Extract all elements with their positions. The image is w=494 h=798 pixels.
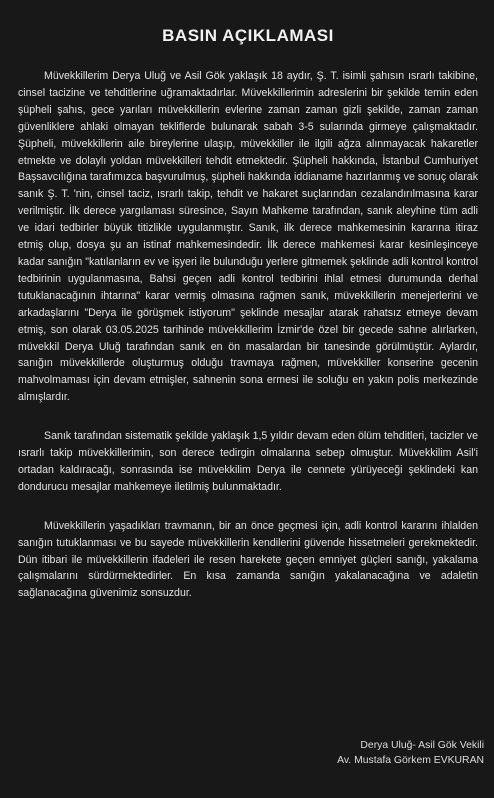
document-title: BASIN AÇIKLAMASI xyxy=(162,26,334,45)
signature-line-1: Derya Uluğ- Asil Gök Vekili xyxy=(360,740,484,751)
paragraph-1: Müvekkillerim Derya Uluğ ve Asil Gök yaklaşık 18 aydır, Ş. T. isimli şahısın ısrarlı takibine, cinsel tacizine ve tehditlerine uğramaktadırlar. Müvekkillerimin adreslerini bir şekilde temin eden şüpheli şahıs, gece yarıları müvekkillerin evlerine zaman zaman gizli şekilde, zaman zaman güvenliklere ahlaki olmayan tekliflerde bulunarak sabah 3-5 sularında girmeye çalışmaktadır. Şüpheli, müvekkillerin aile bireylerine ulaşıp, müvekkiller ile ilgili ağza alınmayacak hakaretler etmekte ve dolaylı yoldan müvekkilleri tehdit etmektedir. Şüpheli hakkında, İstanbul Cumhuriyet Başsavcılığına tarafımızca başvurulmuş, şüpheli hakkında iddianame hazırlanmış ve sonuç olarak sanık Ş. T. 'nin, cinsel taciz, ısrarlı takip, tehdit ve hakaret suçlarından cezalandırılmasına karar verilmiştir. İlk derece yargılaması süresince, Sayın Mahkeme tarafından, sanık aleyhine tüm adli ve idari tedbirler büyük titizlikle uygulanmıştır. Sanık, ilk derece mahkemesinin kararına itiraz etmiş olup, dosya şu an istinaf mahkemesindedir. İlk derece mahkemesi karar kesinleşinceye kadar sanığın "katılanların ev ve işyeri ile bulunduğu yerlere gitmemek şeklinde adli kontrol kontrol tedbirinin uygulanmasına, Bahsi geçen adli kontrol tedbirini ihlal etmesi durumunda derhal tutuklanacağının ihtarına" karar vermiş olmasına rağmen sanık, müvekkillerin menejerlerini ve arkadaşlarını "Derya ile görüşmek istiyorum" şeklinde mesajlar atarak rahatsız etmeye devam etmiş, son olarak 03.05.2025 tarihinde müvekkillerim İzmir'de özel bir gecede sahne alırlarken, müvekkil Derya Uluğ tarafından sanık en ön masalardan bir tanesinde görülmüştür. Aylardır, sanığın müvekkillerde oluşturmuş olduğu travmaya rağmen, müvekkiller konserine gecenin mahvolmaması için devam etmişler, sahnenin sona ermesi ile soluğu en yakın polis merkezinde almışlardır. xyxy=(18,70,478,404)
signature-line-2: Av. Mustafa Görkem EVKURAN xyxy=(337,755,484,766)
signature-block xyxy=(337,738,484,768)
paragraph-3: Müvekkillerin yaşadıkları travmanın, bir an önce geçmesi için, adli kontrol kararını ihlalden sanığın tutuklanması ve bu sayede müvekkillerin kendilerini güvende hissetmeleri gerekmektedir. Dün itibari ile müvekkillerin ifadeleri ile resen harekete geçen emniyet güçleri sanığı, yakalama çalışmalarını sürdürmektedirler. En kısa zamanda sanığın yakalanacağına ve adaletin sağlanacağına güvenimiz sonsuzdur. xyxy=(18,519,478,600)
paragraph-2: Sanık tarafından sistematik şekilde yaklaşık 1,5 yıldır devam eden ölüm tehditleri, tacizler ve ısrarlı takip müvekkillerimin, son derece tedirgin olmalarına sebep olmuştur. Müvekkilim Asil'i ortadan kaldıracağı, sonrasında ise müvekkilim Derya ile cennete yürüyeceği şeklindeki kan dondurucu mesajlar mahkemeye iletilmiş bulunmaktadır. xyxy=(18,430,478,493)
